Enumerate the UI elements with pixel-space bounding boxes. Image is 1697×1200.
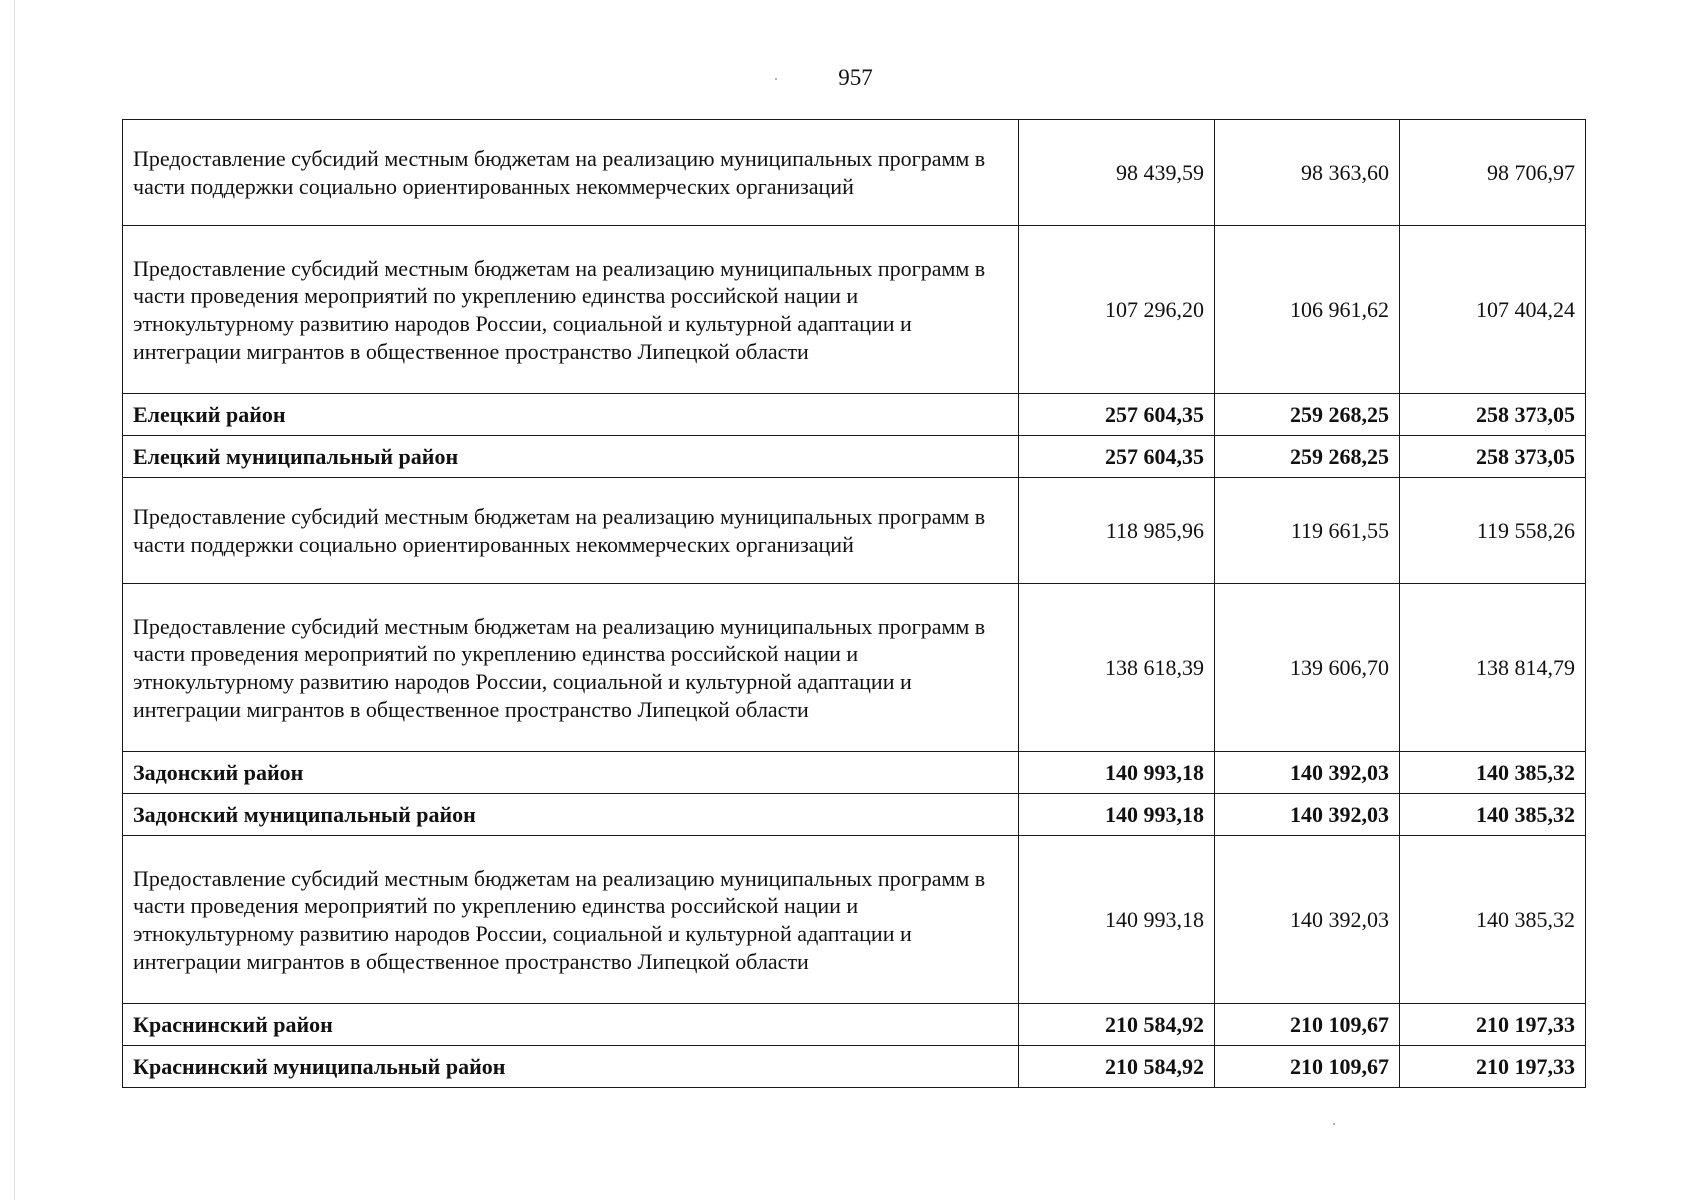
row-description: Предоставление субсидий местным бюджетам на реализацию муниципальных программ в части проведения мероприятий по укреплению единства российской нации и этнокультурному развитию народов России, социальной и культурной адаптации и интеграции мигрантов в общественное пространство Липецкой области [123,226,1019,394]
row-description: Предоставление субсидий местным бюджетам на реализацию муниципальных программ в части поддержки социально ориентированных некоммерческих организаций [123,478,1019,584]
table-row-district-total [123,752,1586,794]
scan-speck [1333,1123,1335,1125]
row-value-3: 107 404,24 [1400,226,1586,394]
row-value-3: 138 814,79 [1400,584,1586,752]
row-value-2: 210 109,67 [1215,1004,1400,1046]
row-value-3: 119 558,26 [1400,478,1586,584]
row-value-2: 98 363,60 [1215,120,1400,226]
row-description: Елецкий район [123,394,1019,436]
row-value-3: 140 385,32 [1400,836,1586,1004]
table-row-municipal-total [123,436,1586,478]
row-description: Задонский муниципальный район [123,794,1019,836]
row-value-1: 118 985,96 [1019,478,1215,584]
row-value-3: 258 373,05 [1400,394,1586,436]
row-value-1: 210 584,92 [1019,1046,1215,1088]
row-description: Предоставление субсидий местным бюджетам на реализацию муниципальных программ в части проведения мероприятий по укреплению единства российской нации и этнокультурному развитию народов России, социальной и культурной адаптации и интеграции мигрантов в общественное пространство Липецкой области [123,584,1019,752]
table-row-subsidy-nko [123,120,1586,226]
row-value-1: 210 584,92 [1019,1004,1215,1046]
table-row-district-total [123,1004,1586,1046]
row-value-3: 210 197,33 [1400,1004,1586,1046]
row-value-3: 140 385,32 [1400,752,1586,794]
budget-table [122,119,1586,1088]
row-value-2: 119 661,55 [1215,478,1400,584]
row-value-1: 257 604,35 [1019,394,1215,436]
row-value-3: 210 197,33 [1400,1046,1586,1088]
row-value-1: 140 993,18 [1019,836,1215,1004]
table-row-subsidy-migrants [123,836,1586,1004]
row-value-2: 210 109,67 [1215,1046,1400,1088]
row-value-2: 106 961,62 [1215,226,1400,394]
table-row-subsidy-migrants [123,584,1586,752]
row-value-1: 98 439,59 [1019,120,1215,226]
scan-edge-line [14,0,15,1200]
row-value-2: 140 392,03 [1215,836,1400,1004]
row-value-2: 139 606,70 [1215,584,1400,752]
row-description: Задонский район [123,752,1019,794]
row-value-2: 259 268,25 [1215,436,1400,478]
table-row-subsidy-nko [123,478,1586,584]
page-number: 957 [838,65,873,90]
table-row-municipal-total [123,794,1586,836]
row-value-2: 259 268,25 [1215,394,1400,436]
table-row-district-total [123,394,1586,436]
scan-speck [775,78,777,80]
row-description: Предоставление субсидий местным бюджетам на реализацию муниципальных программ в части проведения мероприятий по укреплению единства российской нации и этнокультурному развитию народов России, социальной и культурной адаптации и интеграции мигрантов в общественное пространство Липецкой области [123,836,1019,1004]
row-value-1: 138 618,39 [1019,584,1215,752]
table-row-subsidy-migrants [123,226,1586,394]
row-value-1: 140 993,18 [1019,794,1215,836]
row-value-3: 98 706,97 [1400,120,1586,226]
row-description: Предоставление субсидий местным бюджетам на реализацию муниципальных программ в части поддержки социально ориентированных некоммерческих организаций [123,120,1019,226]
row-value-1: 107 296,20 [1019,226,1215,394]
row-value-3: 140 385,32 [1400,794,1586,836]
row-description: Краснинский муниципальный район [123,1046,1019,1088]
row-description: Краснинский район [123,1004,1019,1046]
row-value-1: 257 604,35 [1019,436,1215,478]
row-value-1: 140 993,18 [1019,752,1215,794]
table-row-municipal-total [123,1046,1586,1088]
row-value-2: 140 392,03 [1215,752,1400,794]
row-description: Елецкий муниципальный район [123,436,1019,478]
row-value-2: 140 392,03 [1215,794,1400,836]
row-value-3: 258 373,05 [1400,436,1586,478]
